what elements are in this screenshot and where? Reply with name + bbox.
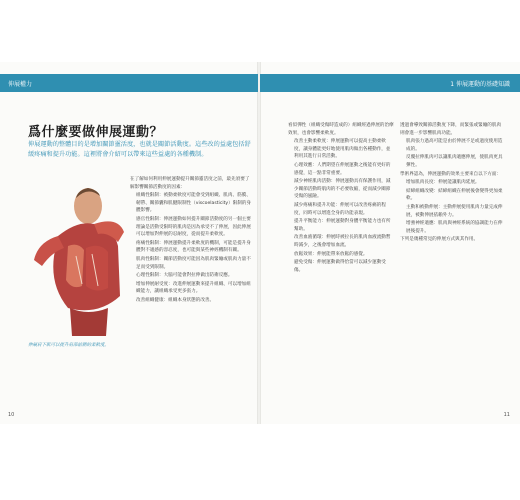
paragraph: 透過會導致關節活動度下降，而緊張或緊繃的肌肉則會進一步影響肌肉功能。	[400, 123, 502, 136]
paragraph: 看似彈性（組織受傷時造成的）組織經過伸展的治療效果，也會影響柔軟度。	[288, 123, 394, 136]
bullet-item: 增加肌肉長度：伸展能讓肌肉延展。	[406, 180, 480, 186]
bullet-item: 避免受傷：伸展運動做得恰當可以減少運動受傷。	[294, 260, 386, 273]
bullet-item: 組織性限制：被動柔軟度可能會受到組織、肌肉、筋膜、韌帶、關節囊和肌腱限制性（viscoelasticity）限制的身體影響。	[136, 193, 252, 214]
bullet-item: 反覆拉伸肌肉可以讓肌肉適應伸展，使肌肉更具彈性。	[406, 155, 503, 168]
page-title: 爲什麼要做伸展運動？	[28, 125, 164, 140]
right-running-head: 1 伸展運動的基礎知識	[450, 81, 510, 88]
bullet-item: 主動和被動伸展：主動伸展使用肌肉力量完成伸展，被動伸展依賴外力。	[406, 204, 503, 218]
bullet-item: 放鬆效果：伸展能帶來放鬆的感覺。	[294, 251, 368, 257]
bullet-item: 疼痛性限制：伸展運動提升柔軟度的機制，可能是提升身體對不適感的容忍度，也可能與某些神經機制有關。	[136, 240, 251, 254]
bullet-item: 改善組織健康：組織本身狀態的改善。	[136, 297, 215, 303]
bullet-item: 改善血液循環：伸展時被拉長的肌肉血液流動暫時減少，之後會增加血流。	[294, 235, 391, 248]
bullet-item: 改善主動柔軟度：伸展運動可以提高主動柔軟度，讓身體能更好地使用肌肉做出各種動作，並利用其進行日常活動。	[294, 139, 391, 160]
bullet-item: 結締組織改變：結締組織在伸展後會變得更加柔軟。	[406, 188, 503, 202]
bullet-item: 感官性限制：伸展運動如何提升關節活動度的另一個主要理論是活動受限時的肌肉是因為承受不了伸展，因此伸展可以增加對伸展的忍耐度，從而提升柔軟度。	[136, 216, 251, 238]
left-running-head: 伸展權力	[8, 81, 33, 88]
bullet-item: 增強神經適應：肌肉與神經系統的協調能力在伸展後提升。	[406, 221, 503, 234]
page-number-right: 11	[503, 412, 510, 418]
left-body-column	[130, 176, 252, 306]
bullet-item: 提升平衡能力：伸展運動對身體平衡能力也有所幫助。	[294, 219, 391, 232]
bullet-item: 肌肉張力過高可能是由於伸展不足或過度使用造成的。	[406, 139, 503, 152]
page-subtitle: 伸展運動的整體目的是增加關節靈活度，也就是關節活動度。這些改的益處包括舒緩疼痛和提升功能。這裡將會介紹可以帶來這些益處的各種機制。	[28, 141, 251, 158]
bullet-item: 肌肉性限制：關節活動度可能因為肌肉緊繃或肌肉力量不足而受到限制。	[136, 256, 251, 270]
right-body-column-1	[288, 122, 394, 275]
bullet-item: 增加伸展耐受度：改進伸展運動來提升組織、可以增加組織能力，讓組織承受更多張力。	[136, 281, 251, 295]
bullet-item: 減少疼痛和提升功能：伸展可以改善疼痛的程度，同時可以增進全身的功能表現。	[294, 202, 386, 216]
book-gutter	[257, 62, 261, 424]
intro-paragraph: 在了解如何利用伸展運動提升關節靈活度之前，最先須要了解影響關節活動度的因素：	[130, 177, 250, 190]
anatomy-illustration	[28, 176, 124, 336]
bullet-item: 心理效應：人們期望在伸展運動之後能有更好的感覺，這一點非常重要。	[294, 162, 391, 176]
right-body-column-2	[400, 122, 504, 245]
left-header-band	[0, 74, 258, 92]
bullet-item: 減少神經肌肉活動：伸展運動具有保護作用，減少關節活動時肌肉的不必要收縮，從而減少關節受傷的風險。	[294, 179, 391, 200]
figure-caption: 伸展肩下肌可以提升肩部前側的柔軟度。	[28, 343, 109, 348]
paragraph: 下列是幾種常見的伸展方式與其作用。	[400, 237, 479, 243]
paragraph: 學術界認為，伸展運動的效果主要來自以下方面：	[400, 171, 502, 177]
page-number-left: 10	[8, 412, 15, 418]
bullet-item: 心理性限制：大腦可能會對拉伸做出防衛反應。	[136, 273, 233, 279]
